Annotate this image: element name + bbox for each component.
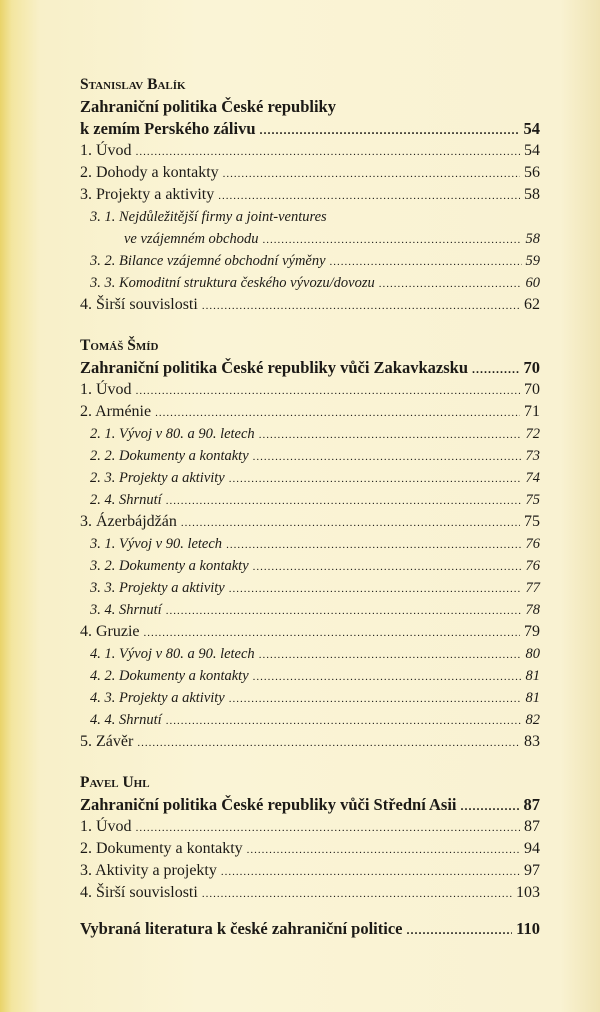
toc-entry-label: 1. Úvod (80, 818, 132, 835)
toc-entry-label: 4. 1. Vývoj v 80. a 90. letech (90, 646, 255, 662)
toc-entry (80, 401, 540, 423)
chapter-title-label: Zahraniční politika České republiky (80, 97, 336, 116)
toc-entry-page-number: 83 (524, 733, 540, 750)
toc-entry-page-number: 81 (525, 690, 540, 706)
dot-leader (226, 534, 521, 556)
toc-entry-label: 2. 4. Shrnutí (90, 492, 162, 508)
toc-entry-label: 3. 3. Komoditní struktura českého vývozu/dovozu (90, 275, 375, 291)
toc-entry (80, 687, 540, 709)
chapter-title-page-number: 54 (523, 119, 540, 138)
toc-entry (80, 643, 540, 665)
toc-entry (80, 272, 540, 294)
toc-entry-page-number: 58 (525, 231, 540, 247)
toc-entry (80, 621, 540, 643)
dot-leader (202, 883, 512, 905)
toc-entry (80, 467, 540, 489)
bibliography-section (80, 918, 540, 940)
chapter-title-page-number: 87 (523, 795, 540, 814)
dot-leader (136, 380, 520, 402)
toc-entry (80, 555, 540, 577)
toc-entry-label: 4. 3. Projekty a aktivity (90, 690, 225, 706)
toc-entry-page-number: 71 (524, 403, 540, 420)
toc-entry-label: 2. 1. Vývoj v 80. a 90. letech (90, 426, 255, 442)
toc-entry (80, 816, 540, 838)
chapter-author: Pavel Uhl (80, 774, 150, 791)
toc-entry-label: 3. 4. Shrnutí (90, 602, 162, 618)
bibliography-entry-page-number: 110 (516, 919, 540, 938)
toc-entry-page-number: 56 (524, 164, 540, 181)
toc-section (80, 74, 540, 316)
toc-entry-page-number: 59 (525, 253, 540, 269)
toc-entry-page-number: 77 (525, 580, 540, 596)
dot-leader (166, 490, 522, 512)
chapter-title-label: Zahraniční politika České republiky vůči Střední Asii (80, 795, 457, 814)
dot-leader (472, 358, 520, 380)
toc-entry-page-number: 54 (524, 142, 540, 159)
toc-entry-label: 2. Dokumenty a kontakty (80, 840, 243, 857)
toc-entry (80, 838, 540, 860)
dot-leader (259, 644, 522, 666)
chapter-title (80, 357, 540, 379)
chapter-title (80, 794, 540, 816)
chapter-title-label: k zemím Perského zálivu (80, 119, 256, 138)
toc-entry-label: 3. 2. Bilance vzájemné obchodní výměny (90, 253, 326, 269)
dot-leader (330, 251, 522, 273)
toc-entry (80, 882, 540, 904)
dot-leader (461, 795, 520, 817)
toc-entry (80, 250, 540, 272)
toc-entry-label: 2. 2. Dokumenty a kontakty (90, 448, 249, 464)
toc-entry (80, 511, 540, 533)
toc-entry (80, 162, 540, 184)
toc-entry-page-number: 60 (525, 275, 540, 291)
dot-leader (253, 556, 522, 578)
dot-leader (253, 666, 522, 688)
bibliography-entry-label: Vybraná literatura k české zahraniční politice (80, 919, 403, 938)
dot-leader (166, 710, 522, 732)
dot-leader (181, 512, 520, 534)
chapter-author: Stanislav Balík (80, 76, 186, 93)
toc-entry-page-number: 72 (525, 426, 540, 442)
bibliography-entry (80, 918, 540, 940)
dot-leader (136, 817, 520, 839)
toc-entry (80, 294, 540, 316)
toc-entry-label: 2. Dohody a kontakty (80, 164, 219, 181)
toc-section (80, 335, 540, 753)
toc-entry (80, 577, 540, 599)
dot-leader (223, 163, 520, 185)
dot-leader (379, 273, 522, 295)
toc-entry (80, 423, 540, 445)
toc-entry-label: 2. 3. Projekty a aktivity (90, 470, 225, 486)
toc-entry-page-number: 58 (524, 186, 540, 203)
dot-leader (218, 185, 520, 207)
dot-leader (202, 295, 520, 317)
toc-entry-label: ve vzájemném obchodu (124, 231, 259, 247)
chapter-title-page-number: 70 (523, 358, 540, 377)
toc-entry (80, 206, 540, 228)
dot-leader (144, 622, 520, 644)
toc-entry-page-number: 82 (525, 712, 540, 728)
dot-leader (166, 600, 522, 622)
toc-entry-page-number: 87 (524, 818, 540, 835)
toc-entry-label: 3. 2. Dokumenty a kontakty (90, 558, 249, 574)
toc-section (80, 772, 540, 904)
toc-entry-label: 4. 4. Shrnutí (90, 712, 162, 728)
dot-leader (229, 688, 522, 710)
toc-entry-label: 4. Širší souvislosti (80, 296, 198, 313)
toc-entry-label: 3. Projekty a aktivity (80, 186, 215, 203)
dot-leader (247, 839, 520, 861)
toc-entry-label: 2. Arménie (80, 403, 152, 420)
toc-entry-label: 3. 1. Nejdůležitější firmy a joint-ventures (90, 209, 327, 225)
toc-entry-label: 3. 1. Vývoj v 90. letech (90, 536, 223, 552)
toc-entry-page-number: 75 (525, 492, 540, 508)
dot-leader (259, 424, 522, 446)
toc-entry-page-number: 78 (525, 602, 540, 618)
toc-entry-page-number: 73 (525, 448, 540, 464)
toc-entry-page-number: 76 (525, 558, 540, 574)
toc-entry-page-number: 80 (525, 646, 540, 662)
toc-entry-page-number: 79 (524, 623, 540, 640)
toc-entry (80, 731, 540, 753)
toc-entry-label: 3. Ázerbájdžán (80, 513, 177, 530)
toc-entry (80, 599, 540, 621)
toc-entry-label: 4. Širší souvislosti (80, 884, 198, 901)
toc-entry-page-number: 81 (525, 668, 540, 684)
toc-entry-label: 3. 3. Projekty a aktivity (90, 580, 225, 596)
toc-entry (80, 184, 540, 206)
dot-leader (136, 141, 520, 163)
dot-leader (155, 402, 520, 424)
toc-entry-page-number: 97 (524, 862, 540, 879)
chapter-title-label: Zahraniční politika České republiky vůči Zakavkazsku (80, 358, 468, 377)
toc-entry-page-number: 76 (525, 536, 540, 552)
toc-entry-page-number: 70 (524, 381, 540, 398)
toc-entry-page-number: 75 (524, 513, 540, 530)
toc-entry (80, 489, 540, 511)
toc-entry (80, 709, 540, 731)
toc-entry (80, 228, 540, 250)
toc-entry-page-number: 94 (524, 840, 540, 857)
toc-entry-page-number: 103 (516, 884, 540, 901)
dot-leader (137, 732, 520, 754)
toc-entry (80, 665, 540, 687)
toc-entry (80, 445, 540, 467)
dot-leader (407, 919, 513, 941)
dot-leader (221, 861, 520, 883)
dot-leader (253, 446, 522, 468)
toc-entry-label: 1. Úvod (80, 381, 132, 398)
toc-entry (80, 379, 540, 401)
toc-entry (80, 860, 540, 882)
toc-entry-label: 4. Gruzie (80, 623, 140, 640)
toc-entry (80, 140, 540, 162)
chapter-title (80, 96, 540, 118)
toc-entry-page-number: 62 (524, 296, 540, 313)
dot-leader (229, 578, 522, 600)
toc-entry-label: 5. Závěr (80, 733, 134, 750)
dot-leader (229, 468, 522, 490)
toc-entry (80, 533, 540, 555)
toc-entry-label: 1. Úvod (80, 142, 132, 159)
dot-leader (262, 229, 521, 251)
toc-entry-page-number: 74 (525, 470, 540, 486)
chapter-title (80, 118, 540, 140)
toc-entry-label: 3. Aktivity a projekty (80, 862, 217, 879)
chapter-author: Tomáš Šmíd (80, 337, 159, 354)
toc-entry-label: 4. 2. Dokumenty a kontakty (90, 668, 249, 684)
table-of-contents (80, 74, 540, 940)
dot-leader (260, 119, 520, 141)
